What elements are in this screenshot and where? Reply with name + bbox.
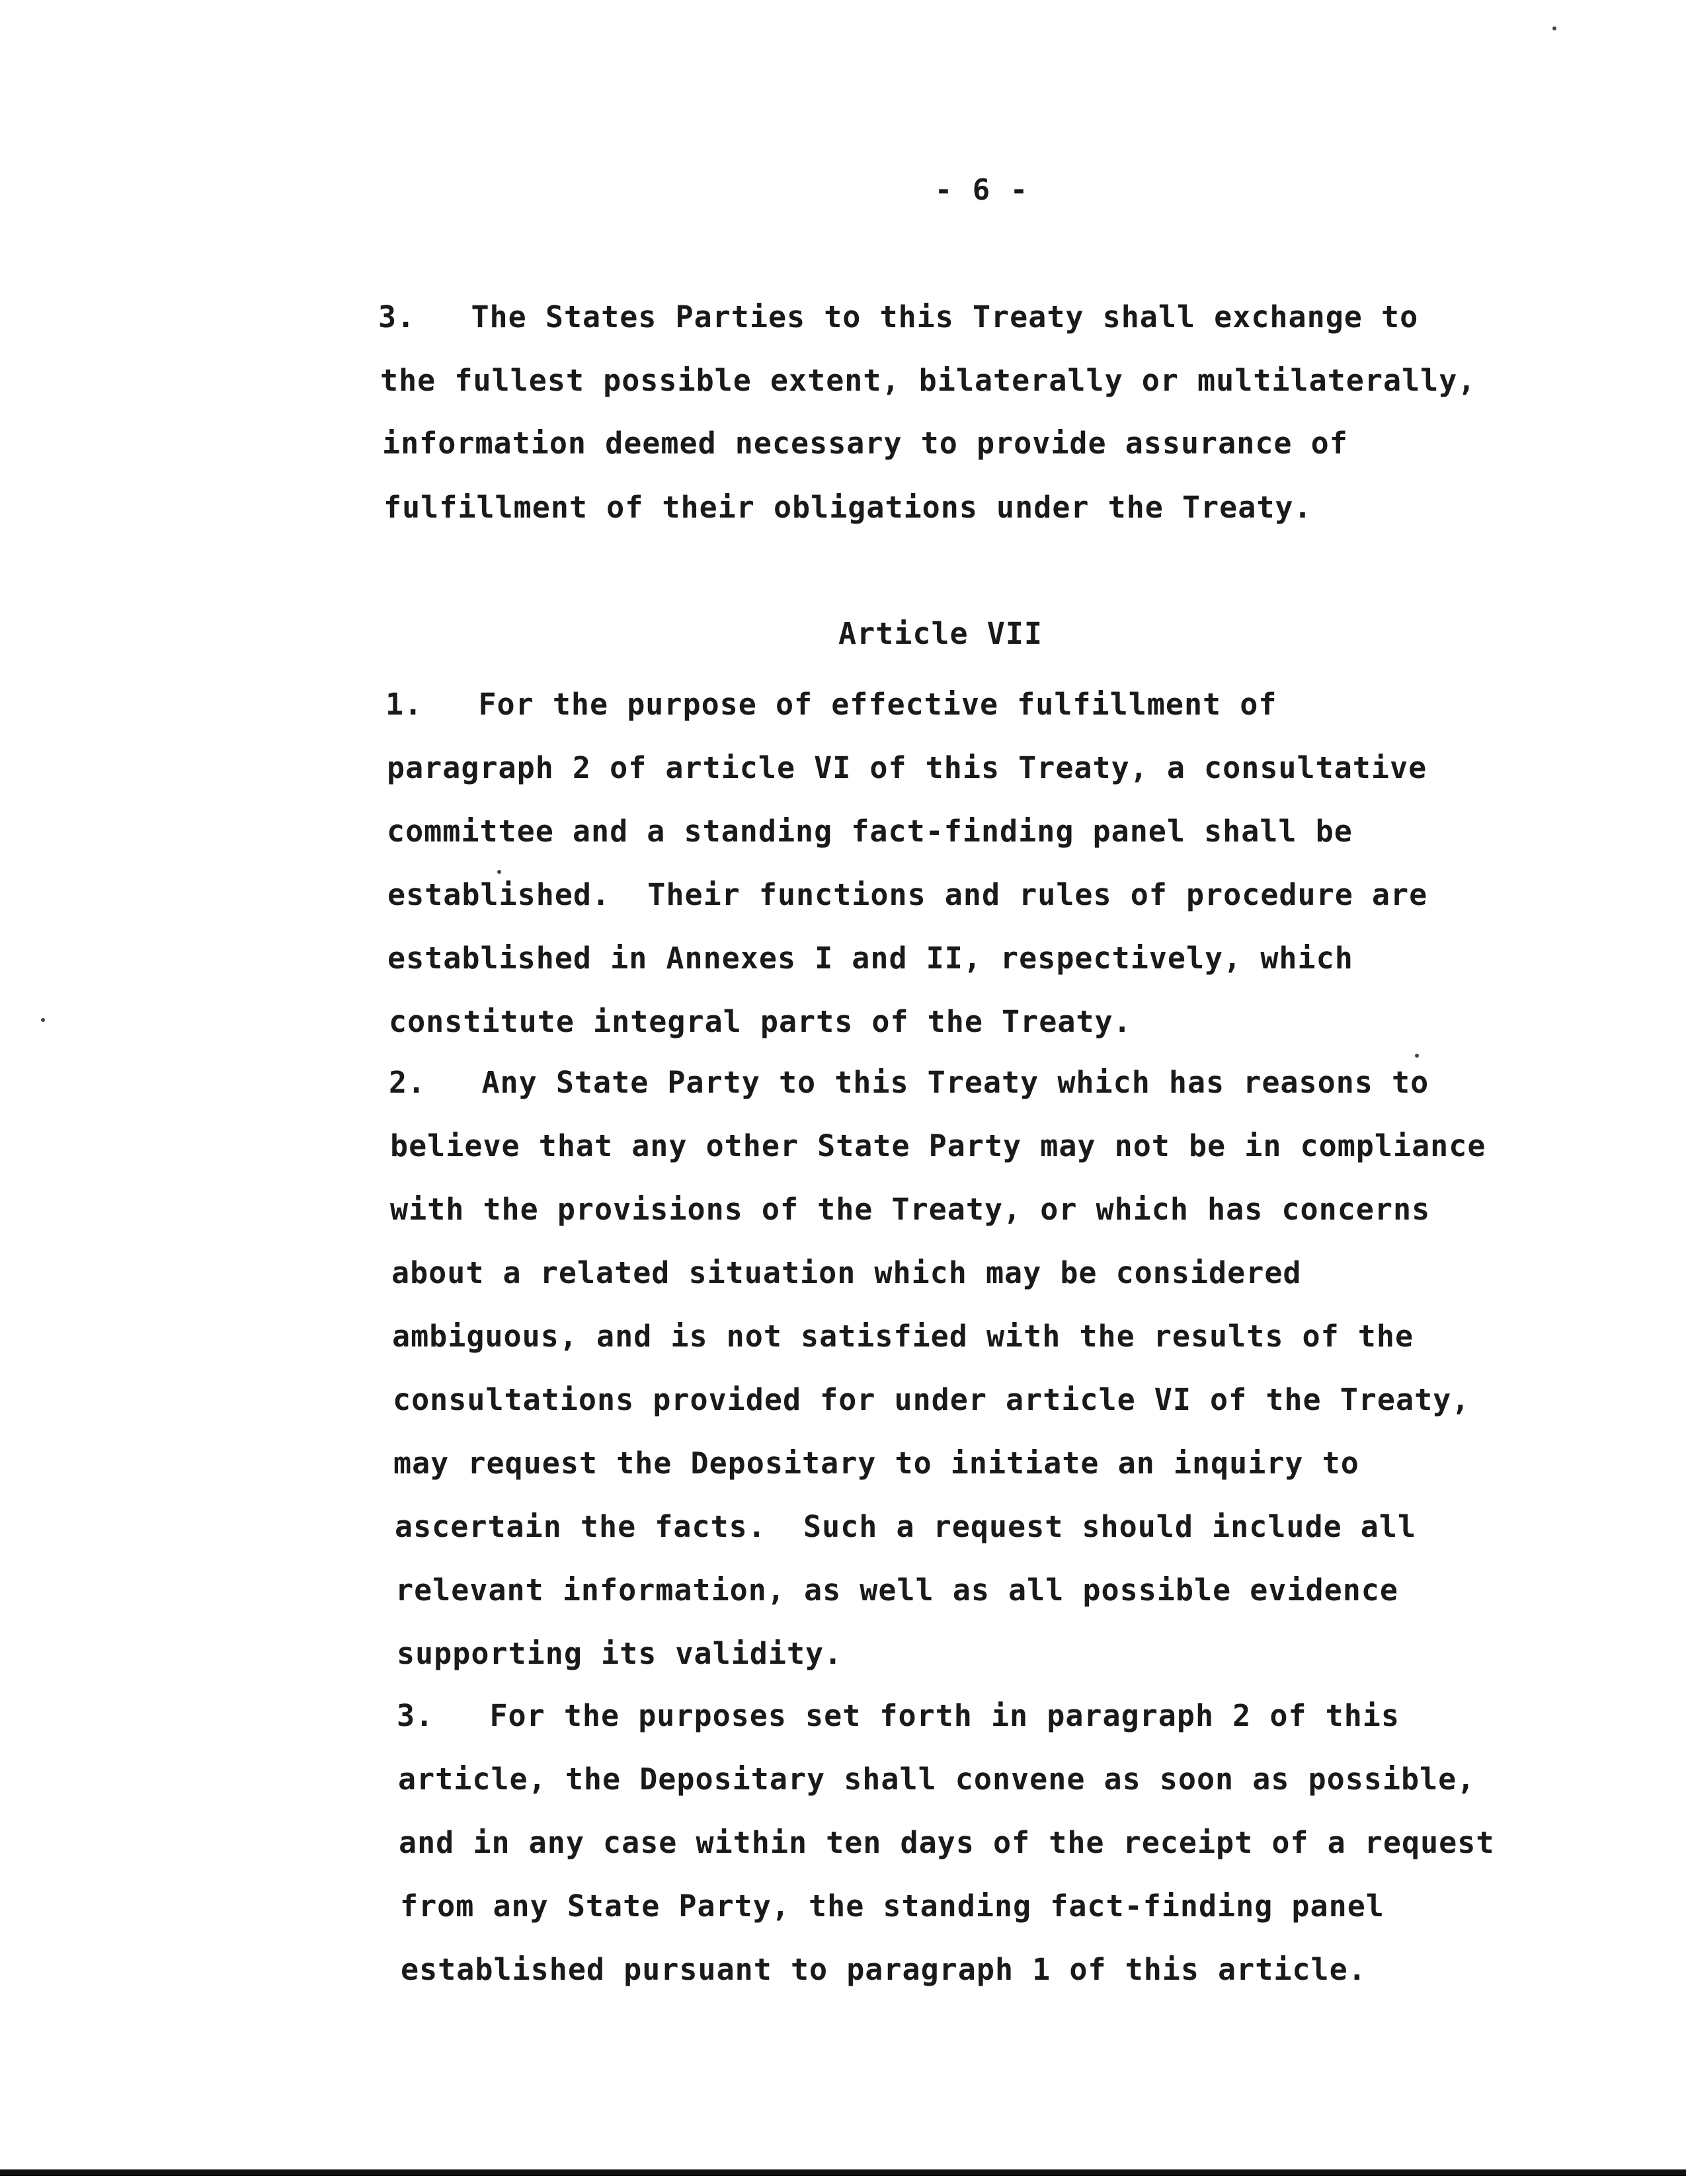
- scan-speck: [41, 1018, 45, 1022]
- paragraph-line: established. Their functions and rules of procedure are: [387, 877, 1428, 912]
- paragraph-line: believe that any other State Party may not be in compliance: [390, 1128, 1486, 1163]
- article-heading: Article VII: [838, 616, 1043, 651]
- paragraph-line: consultations provided for under article VI of the Treaty,: [393, 1382, 1470, 1417]
- bottom-scan-edge: [0, 2169, 1686, 2176]
- paragraph-line: information deemed necessary to provide assurance of: [382, 426, 1348, 461]
- paragraph-line: fulfillment of their obligations under the Treaty.: [383, 490, 1312, 525]
- paragraph-line: paragraph 2 of article VI of this Treaty, a consultative: [387, 750, 1427, 785]
- paragraph-line: about a related situation which may be considered: [391, 1255, 1302, 1290]
- paragraph-line: may request the Depositary to initiate an inquiry to: [393, 1446, 1359, 1481]
- paragraph-line: constitute integral parts of the Treaty.: [389, 1004, 1132, 1039]
- paragraph-line: from any State Party, the standing fact-finding panel: [400, 1889, 1385, 1924]
- paragraph-line: ambiguous, and is not satisfied with the results of the: [392, 1319, 1414, 1354]
- paragraph-line: 3. The States Parties to this Treaty shall exchange to: [378, 299, 1419, 334]
- paragraph-line: 3. For the purposes set forth in paragraph 2 of this: [397, 1698, 1400, 1733]
- paragraph-line: the fullest possible extent, bilaterally or multilaterally,: [380, 363, 1476, 398]
- scan-speck: [1415, 1054, 1419, 1058]
- paragraph-line: 1. For the purpose of effective fulfillment of: [385, 687, 1277, 722]
- paragraph-line: article, the Depositary shall convene as soon as possible,: [398, 1762, 1476, 1797]
- paragraph-line: with the provisions of the Treaty, or which has concerns: [390, 1192, 1431, 1227]
- paragraph-line: ascertain the facts. Such a request should include all: [395, 1509, 1417, 1544]
- page-number: - 6 -: [934, 173, 1029, 207]
- paragraph-line: 2. Any State Party to this Treaty which has reasons to: [389, 1065, 1429, 1100]
- paragraph-line: established in Annexes I and II, respectively, which: [387, 941, 1353, 976]
- paragraph-line: relevant information, as well as all possible evidence: [395, 1573, 1398, 1608]
- scan-speck: [497, 870, 501, 874]
- paragraph-line: committee and a standing fact-finding panel shall be: [387, 814, 1353, 849]
- paragraph-line: established pursuant to paragraph 1 of this article.: [401, 1952, 1367, 1987]
- paragraph-line: and in any case within ten days of the receipt of a request: [399, 1825, 1495, 1860]
- paragraph-line: supporting its validity.: [397, 1636, 843, 1671]
- scan-speck: [1552, 26, 1556, 30]
